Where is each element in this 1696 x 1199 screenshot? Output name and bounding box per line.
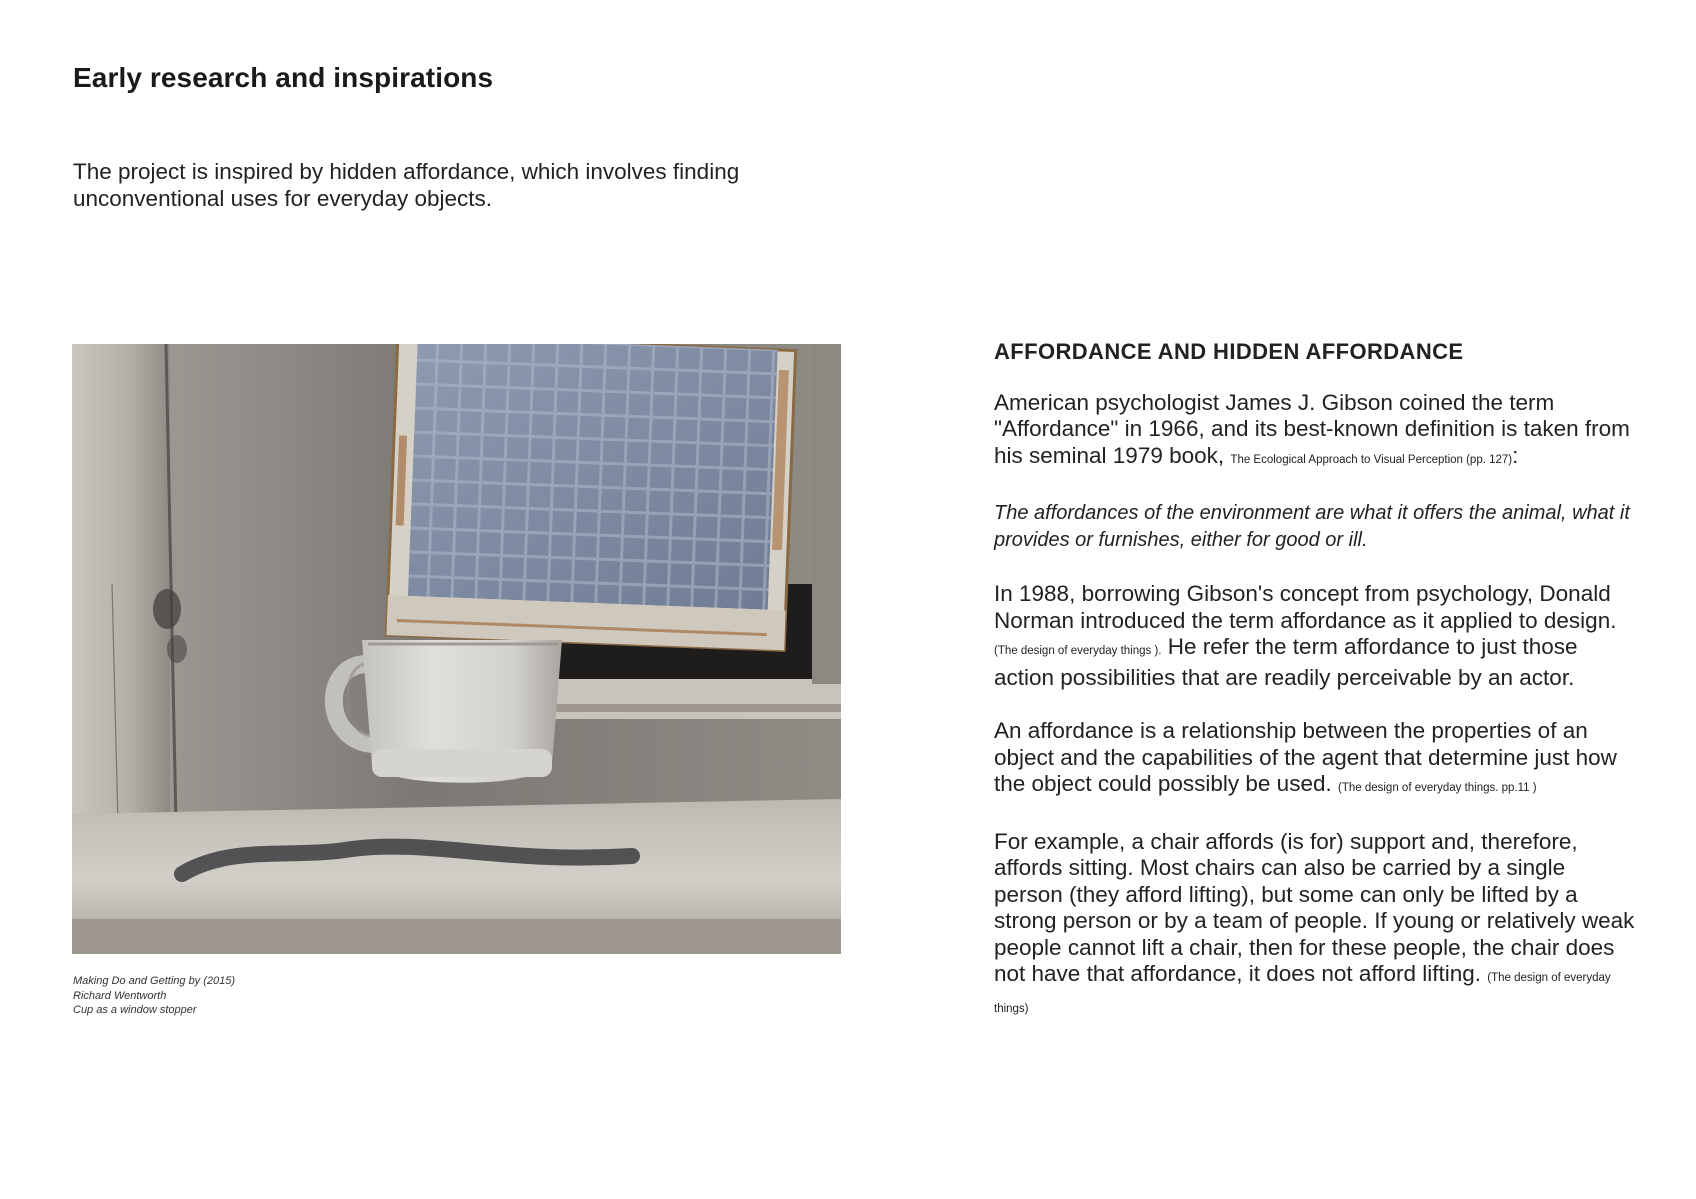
section-heading: AFFORDANCE AND HIDDEN AFFORDANCE bbox=[994, 339, 1464, 364]
gibson-quote: The affordances of the environment are what it offers the animal, what it provides or furnishes, either for good or ill. bbox=[994, 502, 1630, 551]
paragraph-text: American psychologist James J. Gibson coined the term "Affordance" in 1966, and its best-known definition is taken from his seminal 1979 book, bbox=[994, 389, 1630, 468]
paragraph-text: An affordance is a relationship between the properties of an object and the capabilities of the agent that determine just how the object could possibly be used. bbox=[994, 718, 1617, 796]
paragraph-text: In 1988, borrowing Gibson's concept from psychology, Donald Norman introduced the term affordance as it applied to design. bbox=[994, 581, 1617, 633]
punctuation: : bbox=[1512, 442, 1519, 468]
paragraph-text: For example, a chair affords (is for) support and, therefore, affords sitting. Most chairs can also be carried by a single person (they afford lifting), but some can only be lifted by a strong person or by a team of people. If young or relatively weak people cannot lift a chair, then for these people, the chair does not have that affordance, it does not afford lifting. bbox=[994, 828, 1635, 986]
cup-window-photo bbox=[72, 344, 841, 954]
reference-citation: (The design of everyday things ). bbox=[994, 645, 1162, 657]
caption-line: Cup as a window stopper bbox=[73, 1004, 197, 1016]
paragraph-norman bbox=[994, 581, 1639, 691]
paragraph-gibson bbox=[994, 390, 1639, 474]
page-title: Early research and inspirations bbox=[73, 62, 494, 93]
reference-citation: The Ecological Approach to Visual Perception (pp. 127) bbox=[1230, 453, 1513, 466]
paragraph-relationship bbox=[994, 718, 1639, 802]
reference-citation: (The design of everyday things. pp.11 ) bbox=[1338, 782, 1537, 794]
caption-line: Making Do and Getting by (2015) bbox=[73, 975, 236, 987]
paragraph-chair-example bbox=[994, 829, 1639, 1023]
intro-paragraph: The project is inspired by hidden affordance, which involves finding unconventional uses for everyday objects. bbox=[73, 159, 740, 211]
photo-caption bbox=[73, 974, 235, 1018]
paragraph-text: He refer the term affordance to just those action possibilities that are readily perceivable by an actor. bbox=[994, 634, 1578, 690]
article-column bbox=[994, 339, 1639, 1049]
reference-citation: (The design of everyday things) bbox=[994, 972, 1611, 1015]
caption-line: Richard Wentworth bbox=[73, 989, 167, 1002]
